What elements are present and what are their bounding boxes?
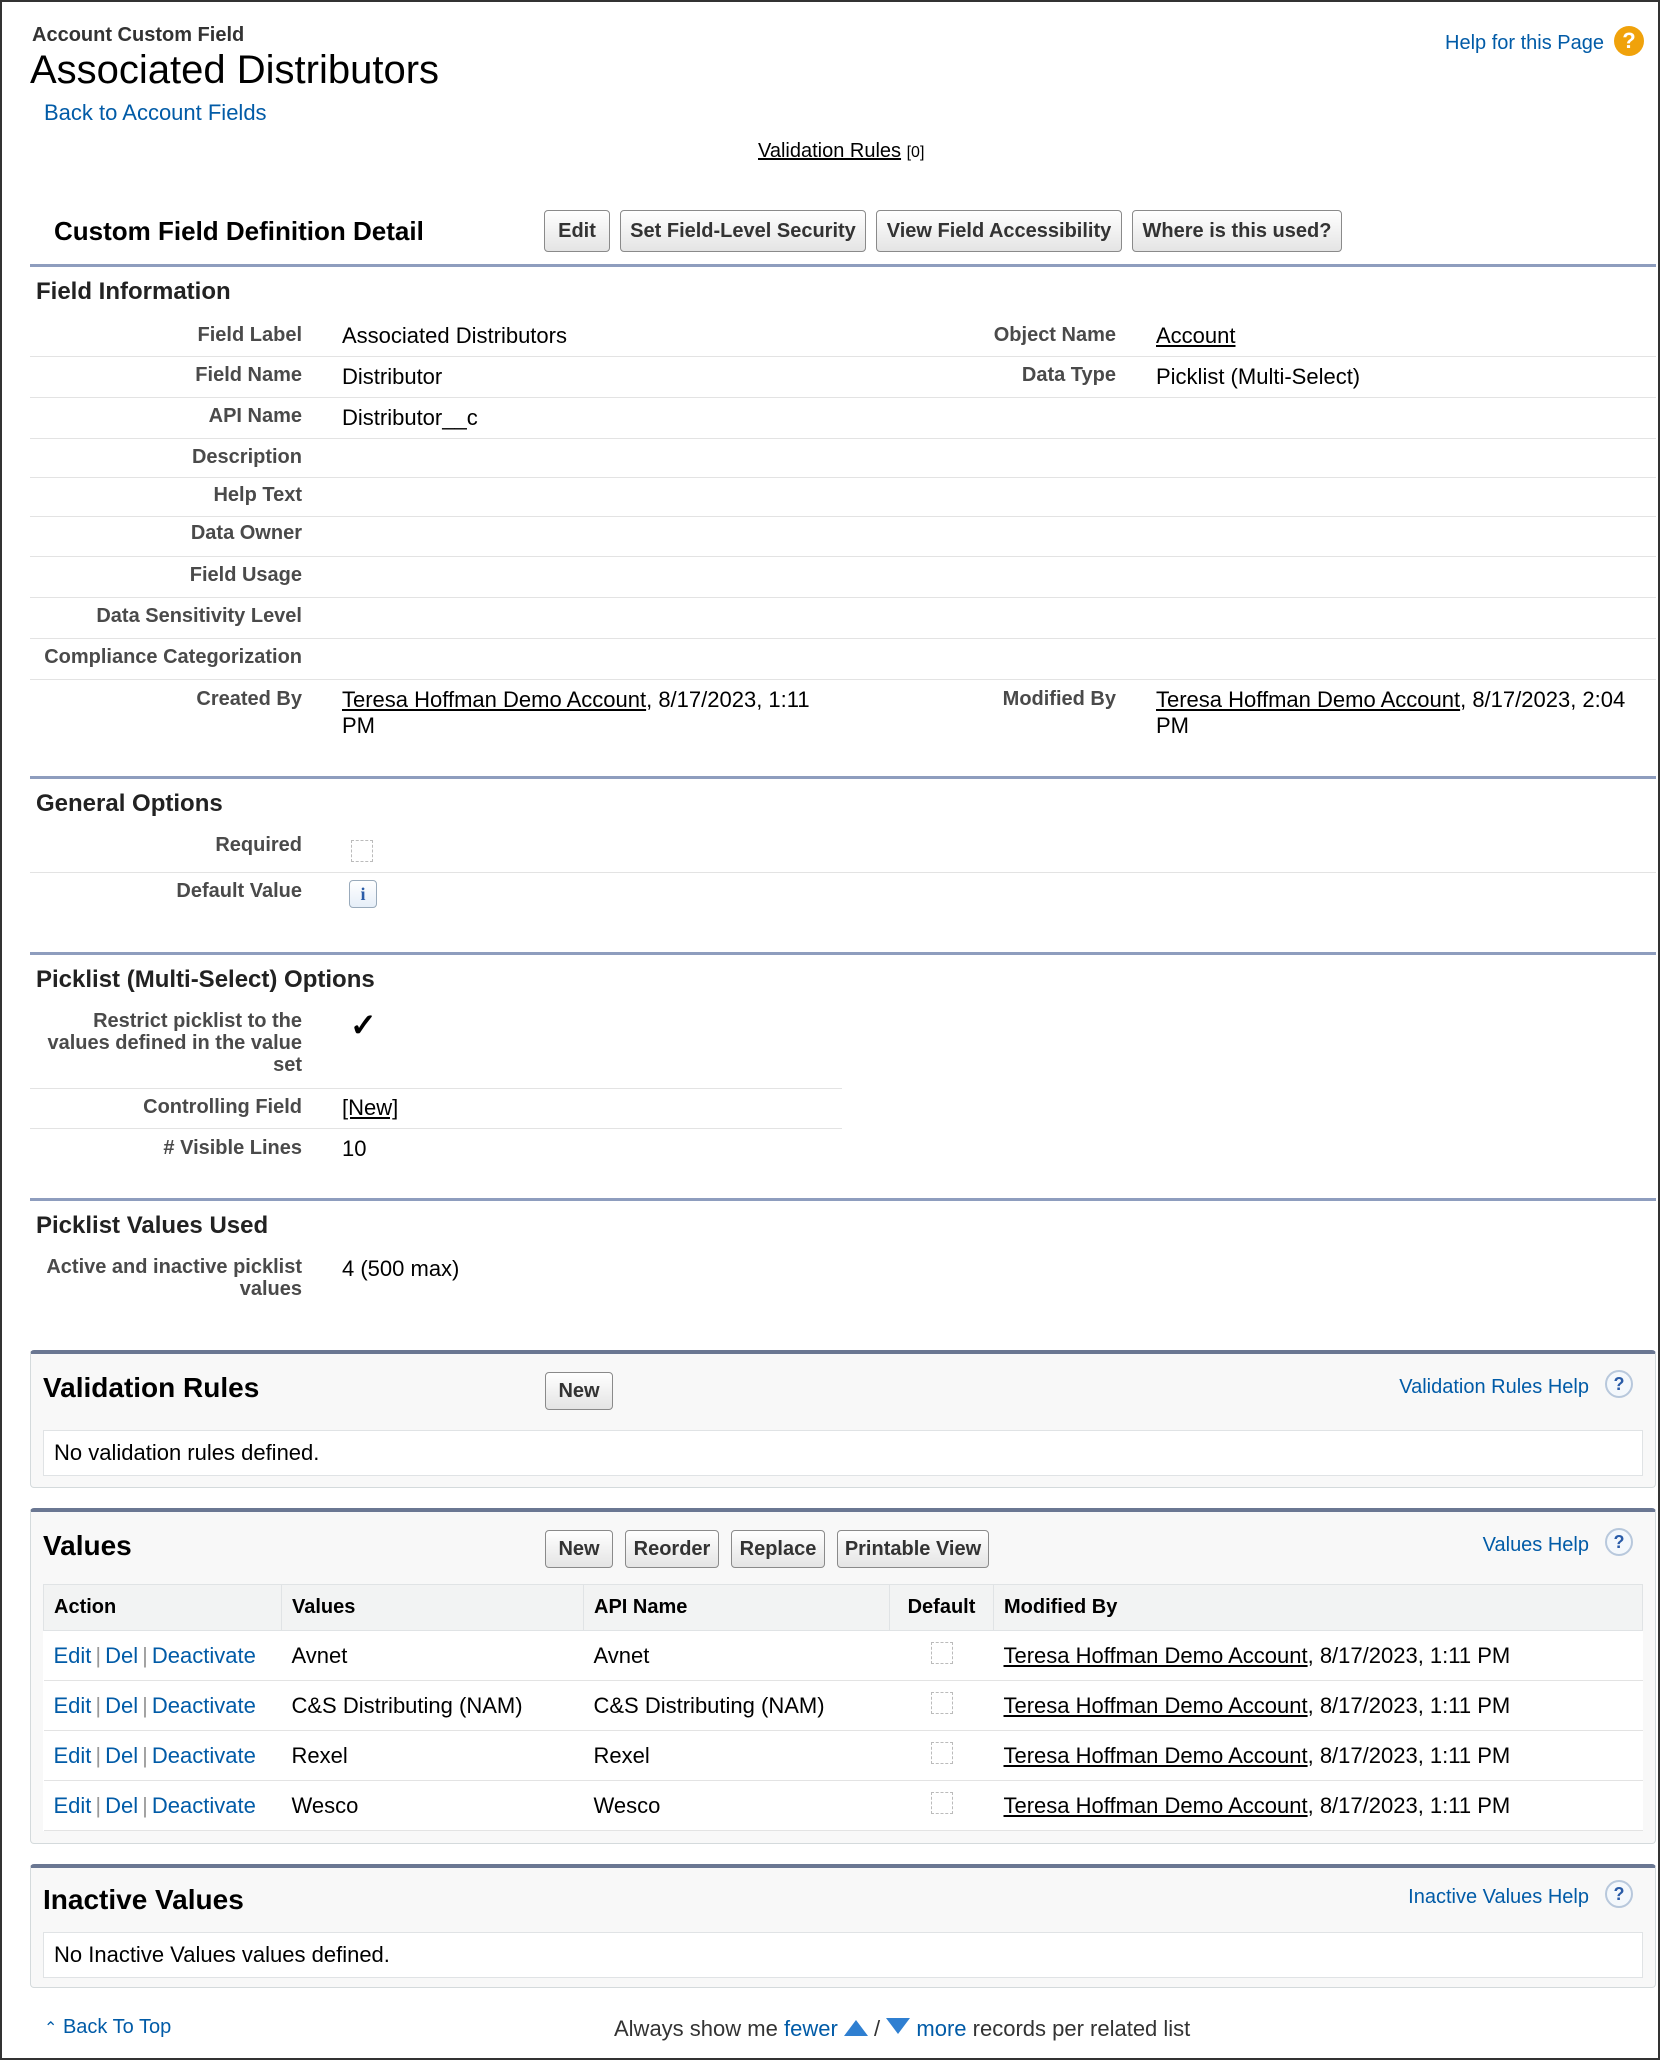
row-divider	[30, 397, 1656, 398]
visible-lines-label: # Visible Lines	[163, 1137, 302, 1159]
value-cell: Wesco	[282, 1781, 584, 1831]
active-inactive-label: Active and inactive picklist values	[46, 1256, 302, 1300]
caret-up-icon: ⌃	[44, 2020, 58, 2037]
created-by-user-link[interactable]: Teresa Hoffman Demo Account	[342, 687, 647, 712]
values-list	[30, 1508, 1656, 1844]
modified-by-user-link[interactable]: Teresa Hoffman Demo Account	[1003, 1692, 1308, 1718]
inactive-values-list	[30, 1864, 1656, 1988]
inactive-values-help-link[interactable]: Inactive Values Help	[1408, 1886, 1589, 1908]
table-header-row	[44, 1585, 1643, 1631]
default-checkbox	[931, 1742, 953, 1764]
validation-rules-new-button[interactable]: New	[545, 1372, 613, 1410]
value-cell: C&S Distributing (NAM)	[282, 1681, 584, 1731]
default-checkbox	[931, 1792, 953, 1814]
controlling-field-label: Controlling Field	[143, 1096, 302, 1118]
field-label-label: Field Label	[197, 324, 302, 346]
row-deactivate-link[interactable]: Deactivate	[151, 1692, 256, 1718]
row-divider	[30, 556, 1656, 557]
value-cell: Rexel	[282, 1731, 584, 1781]
help-question-icon[interactable]: ?	[1605, 1370, 1633, 1398]
row-edit-link[interactable]: Edit	[53, 1692, 92, 1718]
modified-by-user-link[interactable]: Teresa Hoffman Demo Account	[1156, 687, 1461, 712]
row-del-link[interactable]: Del	[105, 1692, 139, 1718]
printable-view-button[interactable]: Printable View	[837, 1530, 989, 1568]
action-separator: |	[142, 1642, 148, 1668]
required-label: Required	[215, 834, 302, 856]
column-header: Values	[282, 1585, 584, 1631]
created-by-value	[342, 687, 842, 739]
row-del-link[interactable]: Del	[105, 1792, 139, 1818]
records-suffix-text: records per related list	[972, 2016, 1191, 2041]
inactive-values-title: Inactive Values	[43, 1884, 244, 1915]
row-deactivate-link[interactable]: Deactivate	[151, 1642, 256, 1668]
table-row	[44, 1781, 1643, 1831]
default-cell	[890, 1631, 994, 1681]
action-separator: |	[142, 1692, 148, 1718]
field-name-label: Field Name	[195, 364, 302, 386]
active-inactive-value: 4 (500 max)	[342, 1256, 460, 1281]
action-separator: |	[95, 1742, 102, 1768]
default-cell	[890, 1681, 994, 1731]
row-del-link[interactable]: Del	[105, 1742, 139, 1768]
page-kicker: Account Custom Field	[32, 24, 245, 46]
description-label: Description	[191, 446, 302, 468]
section-bar	[30, 952, 1656, 955]
data-type-value: Picklist (Multi-Select)	[1156, 364, 1361, 389]
modified-by-cell	[994, 1731, 1643, 1781]
back-to-account-fields-link[interactable]: Back to Account Fields	[44, 100, 267, 125]
reorder-button[interactable]: Reorder	[625, 1530, 719, 1568]
table-row	[44, 1681, 1643, 1731]
api-name-value: Distributor__c	[342, 405, 478, 430]
modified-by-date: , 8/17/2023, 1:11 PM	[1307, 1742, 1511, 1768]
edit-button[interactable]: Edit	[544, 210, 610, 252]
page-title: Associated Distributors	[30, 48, 440, 92]
compliance-label: Compliance Categorization	[44, 646, 302, 668]
arrow-up-icon[interactable]	[844, 2020, 868, 2036]
restrict-picklist-label: Restrict picklist to the values defined in the value set	[47, 1010, 302, 1076]
row-divider	[30, 356, 1656, 357]
data-type-label: Data Type	[1021, 364, 1116, 386]
validation-rules-empty: No validation rules defined.	[43, 1430, 1643, 1476]
modified-by-label: Modified By	[1002, 688, 1116, 710]
object-name-label: Object Name	[993, 324, 1116, 346]
validation-rules-jump[interactable]	[758, 140, 924, 163]
field-usage-label: Field Usage	[189, 564, 302, 586]
picklist-values-used-title: Picklist Values Used	[36, 1212, 269, 1239]
action-cell	[44, 1781, 282, 1831]
row-divider	[30, 679, 1656, 680]
validation-rules-title: Validation Rules	[43, 1372, 260, 1403]
modified-by-user-link[interactable]: Teresa Hoffman Demo Account	[1003, 1642, 1308, 1668]
modified-by-cell	[994, 1631, 1643, 1681]
row-deactivate-link[interactable]: Deactivate	[151, 1742, 256, 1768]
action-separator: |	[95, 1642, 102, 1668]
back-to-top-label: Back To Top	[62, 2016, 172, 2038]
table-row	[44, 1731, 1643, 1781]
slash-separator: /	[874, 2016, 881, 2041]
general-options-title: General Options	[36, 790, 223, 817]
row-divider	[30, 872, 1656, 873]
modified-by-date: , 8/17/2023, 2:04 PM	[1156, 687, 1626, 738]
row-divider	[30, 638, 1656, 639]
controlling-field-new-link[interactable]: [New]	[342, 1095, 399, 1120]
help-question-icon[interactable]: ?	[1605, 1880, 1633, 1908]
table-row	[44, 1631, 1643, 1681]
arrow-down-icon[interactable]	[886, 2018, 910, 2034]
api-name-cell: Rexel	[584, 1731, 890, 1781]
back-to-top-link[interactable]	[44, 2016, 171, 2039]
modified-by-user-link[interactable]: Teresa Hoffman Demo Account	[1003, 1792, 1308, 1818]
action-separator: |	[142, 1792, 148, 1818]
modified-by-cell	[994, 1681, 1643, 1731]
modified-by-cell	[994, 1781, 1643, 1831]
column-header: Modified By	[994, 1585, 1643, 1631]
section-bar	[30, 776, 1656, 779]
row-divider	[30, 438, 1656, 439]
field-label-value: Associated Distributors	[342, 323, 567, 348]
api-name-cell: Wesco	[584, 1781, 890, 1831]
api-name-label: API Name	[208, 405, 302, 427]
field-information-title: Field Information	[36, 278, 231, 305]
help-question-icon[interactable]: ?	[1614, 26, 1644, 56]
more-link[interactable]: more	[916, 2016, 967, 2041]
picklist-options-title: Picklist (Multi-Select) Options	[36, 966, 375, 993]
values-new-button[interactable]: New	[545, 1530, 613, 1568]
created-by-label: Created By	[196, 688, 302, 710]
column-header: API Name	[584, 1585, 890, 1631]
validation-rules-list	[30, 1350, 1656, 1488]
values-table	[43, 1584, 1643, 1831]
api-name-cell: Avnet	[584, 1631, 890, 1681]
default-cell	[890, 1781, 994, 1831]
data-sensitivity-label: Data Sensitivity Level	[96, 605, 302, 627]
help-for-this-page-link[interactable]: Help for this Page	[1445, 32, 1604, 54]
row-divider	[30, 477, 1656, 478]
visible-lines-value: 10	[342, 1136, 367, 1161]
column-header: Action	[44, 1585, 282, 1631]
detail-title: Custom Field Definition Detail	[54, 216, 424, 246]
replace-button[interactable]: Replace	[731, 1530, 825, 1568]
modified-by-user-link[interactable]: Teresa Hoffman Demo Account	[1003, 1742, 1308, 1768]
default-value-label: Default Value	[176, 880, 302, 902]
row-deactivate-link[interactable]: Deactivate	[151, 1792, 256, 1818]
modified-by-date: , 8/17/2023, 1:11 PM	[1307, 1792, 1511, 1818]
action-cell	[44, 1731, 282, 1781]
api-name-cell: C&S Distributing (NAM)	[584, 1681, 890, 1731]
action-separator: |	[142, 1742, 148, 1768]
row-divider	[30, 516, 1656, 517]
row-del-link[interactable]: Del	[105, 1642, 139, 1668]
field-name-value: Distributor	[342, 364, 443, 389]
inactive-values-empty: No Inactive Values values defined.	[43, 1932, 1643, 1978]
action-cell	[44, 1681, 282, 1731]
column-header: Default	[890, 1585, 994, 1631]
view-field-accessibility-button[interactable]: View Field Accessibility	[876, 210, 1122, 252]
values-title: Values	[43, 1530, 132, 1561]
section-bar	[30, 1198, 1656, 1201]
modified-by-value	[1156, 687, 1656, 739]
help-question-icon[interactable]: ?	[1605, 1528, 1633, 1556]
default-cell	[890, 1731, 994, 1781]
validation-rules-count: [0]	[906, 144, 925, 161]
row-divider	[30, 597, 1656, 598]
section-bar	[30, 264, 1656, 267]
required-checkbox	[351, 840, 373, 862]
row-edit-link[interactable]: Edit	[53, 1792, 92, 1818]
always-show-text: Always show me	[614, 2016, 778, 2041]
info-icon[interactable]: i	[349, 880, 377, 908]
validation-rules-help-link[interactable]: Validation Rules Help	[1399, 1376, 1589, 1398]
row-divider	[30, 1128, 842, 1129]
action-separator: |	[95, 1792, 102, 1818]
row-edit-link[interactable]: Edit	[53, 1642, 92, 1668]
where-is-this-used-button[interactable]: Where is this used?	[1132, 210, 1342, 252]
values-help-link[interactable]: Values Help	[1482, 1534, 1589, 1556]
validation-rules-jump-link[interactable]: Validation Rules	[758, 140, 902, 162]
modified-by-date: , 8/17/2023, 1:11 PM	[1307, 1692, 1511, 1718]
records-per-list-control	[614, 2016, 1190, 2042]
action-separator: |	[95, 1692, 102, 1718]
help-text-label: Help Text	[213, 484, 302, 506]
data-owner-label: Data Owner	[190, 522, 302, 544]
set-field-level-security-button[interactable]: Set Field-Level Security	[620, 210, 866, 252]
default-checkbox	[931, 1642, 953, 1664]
row-edit-link[interactable]: Edit	[53, 1742, 92, 1768]
default-checkbox	[931, 1692, 953, 1714]
action-cell	[44, 1631, 282, 1681]
fewer-link[interactable]: fewer	[783, 2016, 838, 2041]
object-name-link[interactable]: Account	[1156, 323, 1236, 348]
row-divider	[30, 1088, 842, 1089]
value-cell: Avnet	[282, 1631, 584, 1681]
created-by-date: , 8/17/2023, 1:11 PM	[342, 687, 810, 738]
modified-by-date: , 8/17/2023, 1:11 PM	[1307, 1642, 1511, 1668]
restrict-checkmark-icon: ✓	[350, 1007, 377, 1043]
